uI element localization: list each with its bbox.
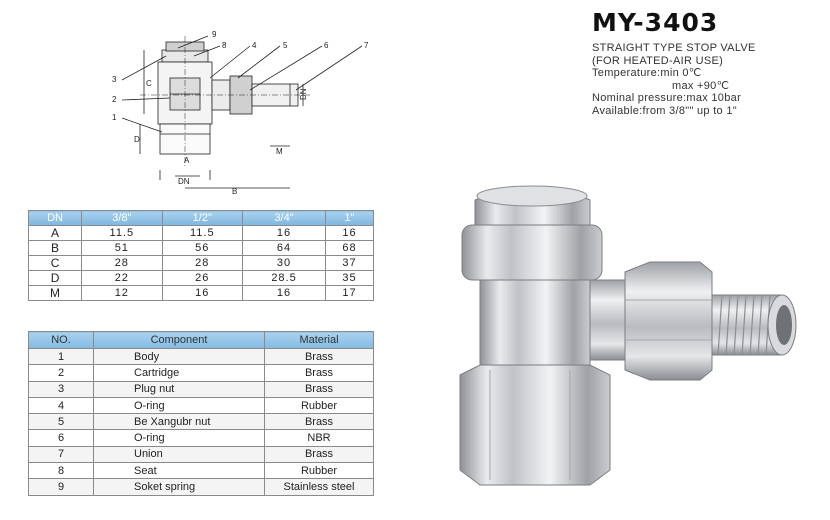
table-cell: 8 (29, 463, 94, 479)
spec-line: Nominal pressure:max 10bar (592, 92, 742, 104)
callout-6: 6 (324, 41, 329, 50)
table-cell: 26 (162, 271, 242, 286)
table-row (29, 271, 374, 286)
callout-5: 5 (283, 41, 288, 50)
callout-2: 2 (112, 95, 117, 104)
callout-8: 8 (222, 41, 227, 50)
callout-7: 7 (364, 41, 369, 50)
dim-D: D (134, 135, 140, 144)
table-row (29, 365, 374, 381)
table-cell: Brass (265, 381, 374, 397)
table-cell: B (29, 241, 82, 256)
dimension-table (28, 210, 374, 301)
spec-line: STRAIGHT TYPE STOP VALVE (592, 42, 756, 54)
table-row (29, 397, 374, 413)
table-cell: 51 (82, 241, 162, 256)
table-cell: 64 (243, 241, 326, 256)
table-cell: 11.5 (82, 226, 162, 241)
table-row (29, 479, 374, 495)
table-cell: Rubber (265, 397, 374, 413)
table-header-row (29, 211, 374, 226)
dim-C: C (146, 79, 152, 88)
dim-DN-right: DN (299, 88, 308, 100)
table-row (29, 226, 374, 241)
column-header: 1/2" (162, 211, 242, 226)
dim-M: M (276, 147, 283, 156)
table-cell: Brass (265, 414, 374, 430)
column-header: 3/4" (243, 211, 326, 226)
table-cell: 6 (29, 430, 94, 446)
table-cell: 56 (162, 241, 242, 256)
table-cell: O-ring (94, 397, 265, 413)
table-cell: Seat (94, 463, 265, 479)
callout-1: 1 (112, 113, 117, 122)
table-cell: D (29, 271, 82, 286)
table-cell: 4 (29, 397, 94, 413)
table-cell: Plug nut (94, 381, 265, 397)
table-cell: 37 (326, 256, 374, 271)
table-cell: Body (94, 349, 265, 365)
table-cell: 9 (29, 479, 94, 495)
valve-product-photo (450, 180, 820, 515)
table-cell: 22 (82, 271, 162, 286)
model-number: MY-3403 (592, 8, 719, 37)
table-row (29, 286, 374, 301)
dim-A: A (184, 156, 190, 165)
table-cell: Rubber (265, 463, 374, 479)
spec-block (592, 42, 756, 117)
table-cell: 3 (29, 381, 94, 397)
technical-drawing (100, 28, 400, 200)
spec-line: (FOR HEATED-AIR USE) (592, 54, 724, 67)
column-header: 3/8" (82, 211, 162, 226)
table-row (29, 430, 374, 446)
column-header: Material (265, 332, 374, 349)
callout-4: 4 (252, 41, 257, 50)
table-row (29, 463, 374, 479)
dim-B: B (232, 187, 238, 196)
component-table (28, 331, 374, 496)
table-cell: 28 (162, 256, 242, 271)
callout-9: 9 (212, 30, 217, 39)
table-cell: Brass (265, 349, 374, 365)
table-cell: Stainless steel (265, 479, 374, 495)
table-row (29, 414, 374, 430)
table-cell: 16 (243, 286, 326, 301)
table-cell: Brass (265, 446, 374, 462)
table-row (29, 241, 374, 256)
table-cell: 16 (243, 226, 326, 241)
table-cell: 17 (326, 286, 374, 301)
table-cell: Brass (265, 365, 374, 381)
table-row (29, 256, 374, 271)
table-cell: Soket spring (94, 479, 265, 495)
table-cell: O-ring (94, 430, 265, 446)
column-header: 1" (326, 211, 374, 226)
table-cell: 68 (326, 241, 374, 256)
table-cell: 16 (162, 286, 242, 301)
table-cell: 30 (243, 256, 326, 271)
table-cell: 12 (82, 286, 162, 301)
table-cell: M (29, 286, 82, 301)
table-cell: Cartridge (94, 365, 265, 381)
spec-line: Available:from 3/8"" up to 1" (592, 104, 737, 117)
table-cell: 16 (326, 226, 374, 241)
table-cell: 28 (82, 256, 162, 271)
column-header: NO. (29, 332, 94, 349)
table-cell: NBR (265, 430, 374, 446)
table-row (29, 349, 374, 365)
table-cell: Be Xangubr nut (94, 414, 265, 430)
column-header: Component (94, 332, 265, 349)
table-cell: 1 (29, 349, 94, 365)
table-header-row (29, 332, 374, 349)
table-cell: 2 (29, 365, 94, 381)
table-row (29, 446, 374, 462)
table-cell: 5 (29, 414, 94, 430)
table-cell: C (29, 256, 82, 271)
table-cell: 28.5 (243, 271, 326, 286)
spec-line: max +90℃ (672, 79, 730, 92)
spec-line: Temperature:min 0℃ (592, 67, 702, 79)
dim-DN-bottom: DN (178, 177, 190, 186)
callout-3: 3 (112, 75, 117, 84)
table-cell: 7 (29, 446, 94, 462)
table-cell: Union (94, 446, 265, 462)
table-cell: 35 (326, 271, 374, 286)
table-row (29, 381, 374, 397)
table-cell: A (29, 226, 82, 241)
table-cell: 11.5 (162, 226, 242, 241)
column-header: DN (29, 211, 82, 226)
